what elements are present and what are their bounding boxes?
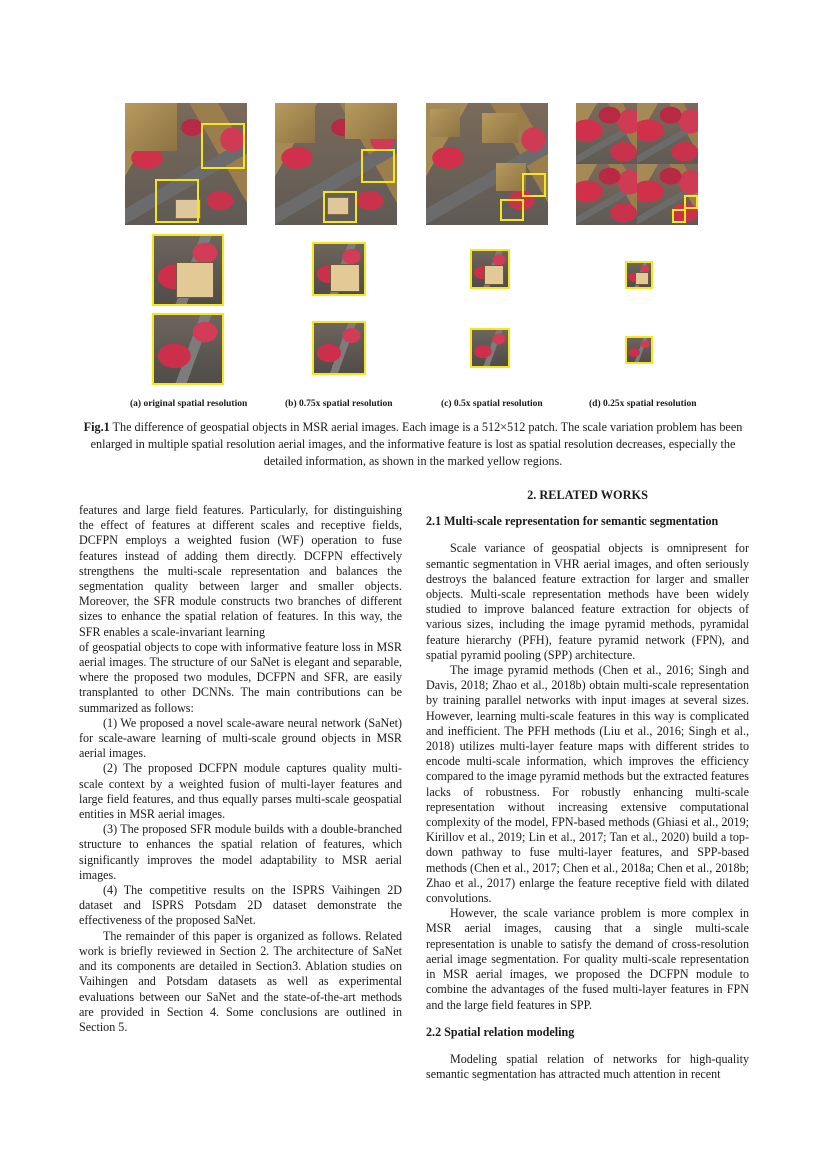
figure-number: Fig.1 — [83, 420, 110, 434]
zoom-crop-a2 — [152, 313, 224, 385]
contribution-item: (4) The competitive results on the ISPRS Vaihingen 2D dataset and ISPRS Potsdam 2D dataset demonstrate the effectiveness of the proposed SaNet. — [79, 883, 402, 928]
paragraph: The remainder of this paper is organized as follows. Related work is briefly reviewed in Section 2. The architecture of SaNet and its components are detailed in Section3. Ablation studies on Vaihingen and Potsdam datasets as well as experimental evaluations between our SaNet and the state-of-the-art methods are provided in Section 4. Some conclusions are outlined in Section 5. — [79, 928, 402, 1034]
zoom-crop-b2 — [312, 321, 366, 375]
aerial-image-d — [576, 103, 698, 225]
yellow-region-marker — [500, 199, 524, 221]
yellow-region-marker — [684, 195, 698, 209]
subsection-heading: 2.1 Multi-scale representation for semantic segmentation — [426, 514, 719, 529]
yellow-region-marker — [522, 173, 546, 197]
panel-label-a: (a) original spatial resolution — [130, 399, 248, 409]
zoom-crop-a1 — [152, 234, 224, 306]
subsection-heading: 2.2 Spatial relation modeling — [426, 1024, 575, 1039]
paragraph: Scale variance of geospatial objects is omnipresent for semantic segmentation in VHR aerial images, and often seriously destroys the balanced feature extraction for larger and smaller objects. Multi-scale representation methods have been widely studied to improve balanced feature extraction for objects of various sizes, including the image pyramid methods, pyramidal feature hierarchy (PFH), feature pyramid network (FPN), and spatial pyramid pooling (SPP) architecture. — [426, 541, 749, 662]
yellow-region-marker — [323, 191, 357, 223]
aerial-image-b — [275, 103, 397, 225]
paragraph: The image pyramid methods (Chen et al., 2016; Singh and Davis, 2018; Zhao et al., 2018b) obtain multi-scale representation by training parallel networks with input images at several sizes. However, learning multi-scale features in this way is complicated and inefficient. The PFH methods (Liu et al., 2016; Singh et al., 2018) utilizes multi-layer feature maps with different strides to encode multi-scale information, which improves the efficiency compared to the image pyramid methods but the extracted features lacks of robustness. For robustly enhancing multi-scale representation without increasing extensive computational complexity of the model, FPN-based methods (Ghiasi et al., 2019; Kirillov et al., 2019; Lin et al., 2017; Tan et al., 2020) build a top-down pathway to fuse multi-layer features, and SPP-based methods (Chen et al., 2017; Chen et al., 2018a; Chen et al., 2018b; Zhao et al., 2017) enlarge the feature receptive field with dilated convolutions. — [426, 663, 749, 906]
panel-label-b: (b) 0.75x spatial resolution — [285, 399, 393, 409]
panel-label-d: (d) 0.25x spatial resolution — [589, 399, 697, 409]
panel-c — [426, 103, 548, 225]
yellow-region-marker — [201, 123, 245, 169]
section-heading: 2. RELATED WORKS — [527, 488, 648, 502]
left-column — [79, 503, 402, 1035]
paragraph: However, the scale variance problem is more complex in MSR aerial images, causing that a single multi-scale representation is unable to satisfy the demand of cross-resolution aerial image segmentation. For quality multi-scale representation in MSR aerial images, we proposed the DCFPN module to combine the advantages of the fused multi-layer features in FPN and the large field features in SPP. — [426, 906, 749, 1012]
contribution-item: (3) The proposed SFR module builds with a double-branched structure to enhances the spatial relation of features, which significantly improves the model adaptability to MSR aerial images. — [79, 822, 402, 882]
paragraph: features and large field features. Particularly, for distinguishing the effect of features at different scales and receptive fields, DCFPN employs a weighted fusion (WF) operation to fuse features instead of adding them directly. DCFPN effectively strengthens the multi-scale representation and balances the segmentation quality between larger and smaller objects. Moreover, the SFR module constructs two branches of different sizes to enhance the spatial relation of features. In this way, the SFR enables a scale-invariant learning — [79, 503, 402, 639]
zoom-crop-b1 — [312, 242, 366, 296]
aerial-image-c — [426, 103, 548, 225]
figure-caption — [83, 419, 743, 470]
paragraph: Modeling spatial relation of networks for high-quality semantic segmentation has attracted much attention in recent — [426, 1051, 749, 1082]
panel-label-c: (c) 0.5x spatial resolution — [441, 399, 543, 409]
right-column — [426, 488, 749, 1082]
zoom-crop-c1 — [470, 249, 510, 289]
yellow-region-marker — [155, 179, 199, 223]
contribution-item: (1) We proposed a novel scale-aware neural network (SaNet) for scale-aware learning of multi-scale ground objects in MSR aerial images. — [79, 715, 402, 761]
panel-d — [576, 103, 698, 225]
yellow-region-marker — [672, 209, 686, 223]
yellow-region-marker — [361, 149, 395, 183]
paragraph: of geospatial objects to cope with informative feature loss in MSR aerial images. The structure of our SaNet is elegant and separable, where the proposed two modules, DCFPN and SFR, are easily transplanted to other DCNNs. The main contributions can be summarized as follows: — [79, 639, 402, 715]
figure-caption-text: The difference of geospatial objects in MSR aerial images. Each image is a 512×512 patch. The scale variation problem has been enlarged in multiple spatial resolution aerial images, and the informative feature is lost as spatial resolution decreases, especially the detailed information, as shown in the marked yellow regions. — [90, 420, 743, 468]
zoom-crop-d1 — [625, 261, 653, 289]
panel-b — [275, 103, 397, 225]
zoom-crop-d2 — [625, 336, 653, 364]
contribution-item: (2) The proposed DCFPN module captures quality multi-scale context by a weighted fusion of multi-layer features and large field features, and thus equally parses multi-scale geospatial entities in MSR aerial images. — [79, 761, 402, 822]
panel-a — [125, 103, 247, 225]
aerial-image-a — [125, 103, 247, 225]
zoom-crop-c2 — [470, 328, 510, 368]
